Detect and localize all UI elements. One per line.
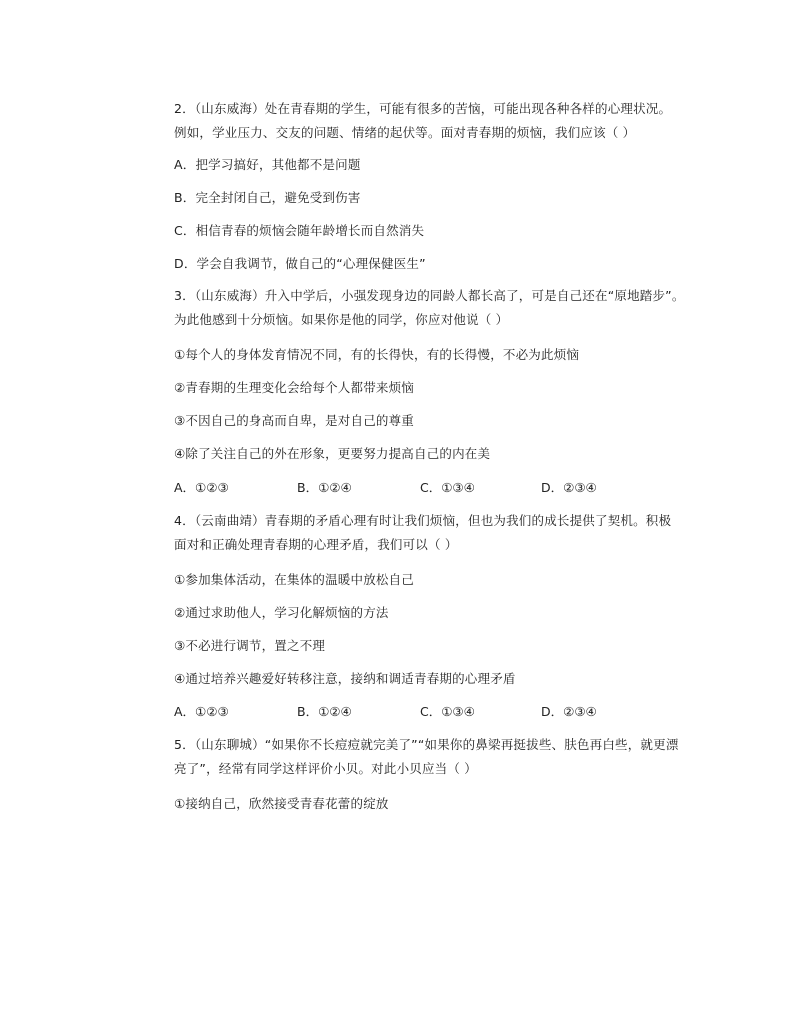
question-5-line-1: 5．（山东聊城）“如果你不长痘痘就完美了”“如果你的鼻梁再挺拔些、肤色再白些，就更漂 [174, 737, 679, 752]
question-3-item-1: ①每个人的身体发育情况不同，有的长得快，有的长得慢，不必为此烦恼 [174, 347, 580, 362]
question-4-item-1: ①参加集体活动，在集体的温暖中放松自己 [174, 572, 415, 587]
question-2-line-2: 例如，学业压力、交友的问题、情绪的起伏等。面对青春期的烦恼，我们应该（ ） [174, 125, 636, 140]
question-3-line-1: 3．（山东威海）升入中学后，小强发现身边的同龄人都长高了，可是自己还在“原地踏步”。 [174, 288, 685, 303]
question-5-item-1: ①接纳自己，欣然接受青春花蕾的绽放 [174, 796, 389, 811]
question-3-item-4: ④除了关注自己的外在形象，更要努力提高自己的内在美 [174, 446, 491, 461]
question-3-option-b: B．①②④ [297, 480, 352, 495]
question-5-line-2: 亮了”，经常有同学这样评价小贝。对此小贝应当（ ） [174, 761, 477, 776]
question-2-option-d: D．学会自我调节，做自己的“心理保健医生” [174, 256, 426, 271]
question-4-item-4: ④通过培养兴趣爱好转移注意，接纳和调适青春期的心理矛盾 [174, 671, 516, 686]
question-4-option-a: A．①②③ [174, 704, 229, 719]
question-4-option-b: B．①②④ [297, 704, 352, 719]
question-2-option-c: C．相信青春的烦恼会随年龄增长而自然消失 [174, 223, 425, 238]
question-4-line-1: 4．（云南曲靖）青春期的矛盾心理有时让我们烦恼，但也为我们的成长提供了契机。积极 [174, 513, 672, 528]
question-3-line-2: 为此他感到十分烦恼。如果你是他的同学，你应对他说（ ） [174, 312, 509, 327]
question-3-option-c: C．①③④ [420, 480, 475, 495]
question-3-item-3: ③不因自己的身高而自卑，是对自己的尊重 [174, 413, 415, 428]
question-4-option-d: D．②③④ [541, 704, 597, 719]
question-2-option-b: B．完全封闭自己，避免受到伤害 [174, 190, 361, 205]
question-2-line-1: 2．（山东威海）处在青春期的学生，可能有很多的苦恼，可能出现各种各样的心理状况。 [174, 101, 672, 116]
question-4-option-c: C．①③④ [420, 704, 475, 719]
question-4-item-2: ②通过求助他人，学习化解烦恼的方法 [174, 605, 389, 620]
question-2-option-a: A．把学习搞好，其他都不是问题 [174, 157, 361, 172]
question-4-line-2: 面对和正确处理青春期的心理矛盾，我们可以（ ） [174, 537, 458, 552]
question-3-item-2: ②青春期的生理变化会给每个人都带来烦恼 [174, 380, 415, 395]
question-3-option-a: A．①②③ [174, 480, 229, 495]
question-3-option-d: D．②③④ [541, 480, 597, 495]
question-4-item-3: ③不必进行调节，置之不理 [174, 638, 326, 653]
